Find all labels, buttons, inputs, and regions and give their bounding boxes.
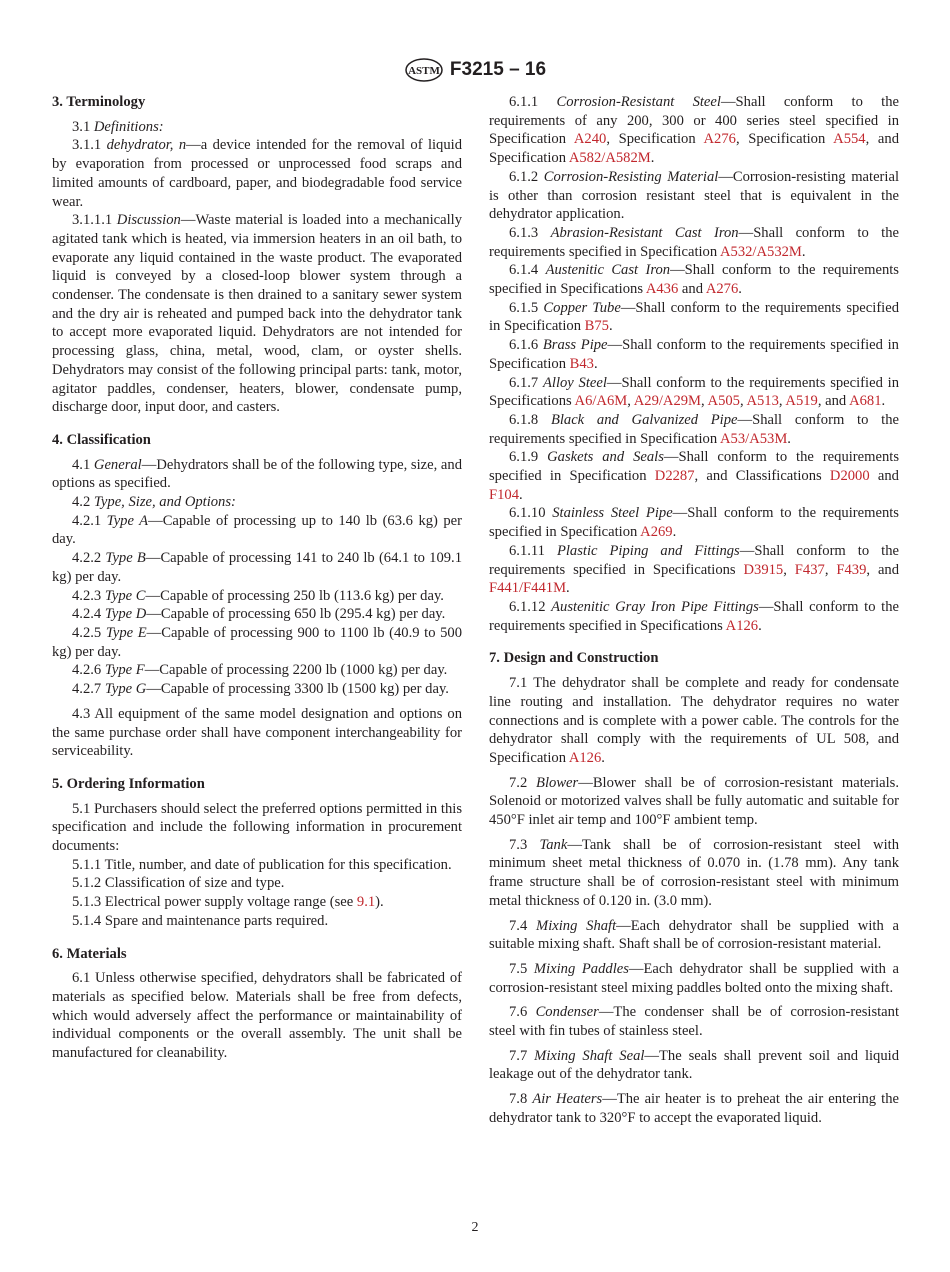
paragraph <box>489 674 899 768</box>
right-column <box>489 93 899 1142</box>
section-heading: 4. Classification <box>52 431 151 448</box>
reference-link[interactable]: A554 <box>833 131 866 148</box>
paragraph <box>52 893 462 912</box>
text-run: 4.3 All equipment of the same model designation and options on the same purchase order shall have component interchangeability for serviceability. <box>52 705 462 760</box>
text-run: , <box>824 561 837 578</box>
text-run: —Shall conform to the requirements of any 200, 300 or 400 series steel specified in Specification <box>489 94 899 148</box>
reference-link[interactable]: D2000 <box>829 468 870 485</box>
defined-term: dehydrator, n <box>106 137 187 154</box>
paragraph <box>52 969 462 1063</box>
paragraph <box>52 874 462 893</box>
defined-term: Condenser <box>535 1004 599 1021</box>
text-run: 3.1.1.1 <box>72 212 117 229</box>
paragraph <box>52 680 462 699</box>
defined-term: Mixing Shaft <box>536 917 617 934</box>
section <box>52 93 462 417</box>
text-run: 6.1.4 <box>509 262 546 279</box>
paragraph <box>489 299 899 336</box>
paragraph-group <box>489 93 899 635</box>
reference-link[interactable]: A6/A6M <box>574 393 628 410</box>
text-run: —Shall conform to the requirements specified in Specification <box>489 449 899 485</box>
paragraph <box>489 960 899 997</box>
paragraph-group <box>489 674 899 768</box>
text-run: —a device intended for the removal of liquid by evaporation from processed or unprocessed food scraps and limited amounts of cardboard, paper, and biodegradable food service wear. <box>52 137 462 210</box>
text-run: 4.1 <box>72 456 94 473</box>
text-run: , and Specification <box>489 131 899 167</box>
reference-link[interactable]: D2287 <box>654 468 695 485</box>
text-run: —Shall conform to the requirements specified in Specifications <box>489 542 899 578</box>
paragraph <box>52 136 462 211</box>
text-run: . <box>738 281 742 298</box>
paragraph <box>489 917 899 954</box>
text-run: 6.1.10 <box>509 505 553 522</box>
defined-term: Corrosion-Resisting Material <box>543 168 719 185</box>
reference-link[interactable]: F104 <box>489 486 520 503</box>
text-run: 6.1.8 <box>509 411 551 428</box>
text-run: —Shall conform to the requirements specified in Specification <box>489 411 899 447</box>
reference-link[interactable]: F437 <box>794 561 825 578</box>
text-run: . <box>519 486 523 503</box>
reference-link[interactable]: A519 <box>785 393 818 410</box>
text-run: —Shall conform to the requirements specified in Specification <box>489 505 899 541</box>
defined-term: Copper Tube <box>543 299 621 316</box>
reference-link[interactable]: A582/A582M <box>568 150 651 167</box>
text-run: . <box>650 150 655 167</box>
svg-text:ASTM: ASTM <box>408 65 440 77</box>
paragraph <box>489 1003 899 1040</box>
reference-link[interactable]: A681 <box>849 393 882 410</box>
paragraph-group <box>489 774 899 830</box>
paragraph <box>52 605 462 624</box>
text-run: 4.2.5 <box>72 624 106 641</box>
section-heading: 3. Terminology <box>52 94 146 110</box>
paragraph-group <box>489 836 899 911</box>
paragraph <box>489 374 899 411</box>
paragraph-group <box>489 1047 899 1084</box>
paragraph <box>489 448 899 504</box>
section <box>52 775 462 931</box>
page-header <box>0 57 950 83</box>
section-heading: 6. Materials <box>52 945 127 962</box>
paragraph <box>52 587 462 606</box>
paragraph <box>489 224 899 261</box>
text-run: 4.2.4 <box>72 606 105 623</box>
paragraph-group <box>52 118 462 417</box>
defined-term: Tank <box>539 836 568 853</box>
left-column <box>52 93 462 1077</box>
text-run: , and <box>817 393 850 410</box>
paragraph <box>489 411 899 448</box>
defined-term: Corrosion-Resistant Steel <box>556 94 721 110</box>
defined-term: Type D <box>104 606 147 623</box>
text-run: —Tank shall be of corrosion-resistant steel with minimum sheet metal thickness of 0.070 in. (1.78 mm). Any tank frame structure shall be of corrosion-resistant steel with minimum metal thickness of 0.120 in. (3.0 mm). <box>489 836 900 909</box>
astm-logo-icon <box>404 57 444 83</box>
paragraph <box>52 456 462 493</box>
paragraph-group <box>52 456 462 699</box>
paragraph <box>52 624 462 661</box>
paragraph-group <box>489 960 899 997</box>
text-run: . <box>672 524 677 541</box>
text-run: —The air heater is to preheat the air entering the dehydrator tank to 320°F to accept the evaporated liquid. <box>489 1091 899 1126</box>
text-run: 7.8 <box>509 1091 533 1108</box>
defined-term: Air Heaters <box>532 1091 603 1108</box>
text-run: 3.1 <box>72 118 94 135</box>
text-run: 4.2.7 <box>72 681 105 698</box>
text-run: —Waste material is loaded into a mechanically agitated tank which is heated, via immersion heaters in an oil bath, to evaporate any liquid contained in the waste product. The evaporated liquid is conveyed by a closed-loop blower system through a condenser. The condensate is then drained to a sanitary sewer system and the dry air is reheated and pumped back into the dehydrator tank to accept more evaporated liquid. Dehydrators are not intended for processing glass, china, metal, wood, clam, or oyster shells. Dehydrators may consist of the following principal parts: tank, motor, agitator paddles, condenser, heaters, blower, condensate pump, discharge door, input door, and casters. <box>52 212 462 416</box>
text-run: 4.2.2 <box>72 550 106 567</box>
paragraph <box>52 661 462 680</box>
text-run: . <box>787 430 791 447</box>
section <box>489 649 899 1127</box>
paragraph <box>489 261 899 298</box>
text-run: 6.1.3 <box>509 224 551 241</box>
text-run: —Blower shall be of corrosion-resistant materials. Solenoid or motorized valves shall be fully automatic and suitable for 450°F inlet air temp and 100°F ambient temp. <box>489 774 899 829</box>
text-run: 6.1.7 <box>509 374 543 391</box>
text-run: . <box>881 393 886 410</box>
defined-term: Mixing Paddles <box>533 960 629 977</box>
text-run: 6.1.5 <box>509 299 544 316</box>
defined-term: Type E <box>105 624 147 641</box>
section <box>52 431 462 761</box>
text-run: —The condenser shall be of corrosion-resistant steel with fin tubes of stainless steel. <box>489 1004 900 1040</box>
text-run: —Dehydrators shall be of the following type, size, and options as specified. <box>52 456 463 492</box>
reference-link[interactable]: B75 <box>584 318 609 335</box>
defined-term: Type B <box>105 550 146 567</box>
text-run: . <box>593 355 598 372</box>
paragraph <box>489 542 899 598</box>
text-run: 7.3 <box>509 836 540 853</box>
reference-link[interactable]: A240 <box>573 131 607 148</box>
reference-link[interactable]: A276 <box>703 131 736 148</box>
paragraph <box>489 168 899 224</box>
defined-term: Type F <box>104 662 145 679</box>
paragraph <box>489 93 899 168</box>
text-run: . <box>566 580 570 597</box>
text-run: 4.2.3 <box>72 587 105 604</box>
text-run: , <box>739 393 747 410</box>
defined-term: Blower <box>536 774 579 791</box>
text-run: , and <box>866 561 900 578</box>
reference-link[interactable]: A126 <box>725 617 759 634</box>
text-run: 4.2.1 <box>72 512 107 529</box>
text-run: 5.1.4 Spare and maintenance parts required. <box>72 912 329 929</box>
paragraph <box>52 211 462 417</box>
section <box>489 93 899 635</box>
defined-term: Type C <box>104 587 146 604</box>
reference-link[interactable]: D3915 <box>743 561 784 578</box>
defined-term: Type, Size, and Options: <box>93 494 236 511</box>
text-run: 6.1 Unless otherwise specified, dehydrators shall be fabricated of materials as specified below. Materials shall be free from defects, which would adversely affect the performance or maintainability of individual components or the overall assembly. The unit shall be manufactured for cleanability. <box>52 970 462 1062</box>
paragraph-group <box>52 969 462 1063</box>
text-run: —Corrosion-resisting material is other than corrosion resistant steel that is equivalent in the dehydrator application. <box>489 168 899 223</box>
defined-term: Type G <box>104 681 147 698</box>
reference-link[interactable]: A532/A532M <box>720 243 802 260</box>
paragraph <box>489 836 899 911</box>
text-run: —Capable of processing 141 to 240 lb (64.1 to 109.1 kg) per day. <box>52 550 462 585</box>
section <box>52 945 462 1063</box>
defined-term: Plastic Piping and Fittings <box>556 542 740 559</box>
defined-term: Gaskets and Seals <box>547 449 664 466</box>
reference-link[interactable]: F441/F441M <box>489 580 567 597</box>
text-run: , <box>778 393 786 410</box>
reference-link[interactable]: A513 <box>746 393 779 410</box>
defined-term: Austenitic Cast Iron <box>545 262 671 279</box>
section-heading: 5. Ordering Information <box>52 775 205 792</box>
text-run: —Shall conform to the requirements specified in Specifications <box>489 262 899 298</box>
text-run: 5.1.3 Electrical power supply voltage range (see <box>72 894 357 911</box>
text-run: . <box>601 749 605 766</box>
text-run: 6.1.12 <box>509 598 552 615</box>
text-run: . <box>801 243 806 260</box>
text-run: 5.1 Purchasers should select the preferred options permitted in this specification and include the following information in procurement documents: <box>52 800 462 855</box>
text-run: —Shall conform to the requirements specified in Specification <box>489 299 900 335</box>
defined-term: Abrasion-Resistant Cast Iron <box>550 224 739 241</box>
text-run: 6.1.11 <box>509 542 557 559</box>
paragraph <box>489 504 899 541</box>
text-run: , and Classifications <box>694 468 830 485</box>
paragraph <box>52 705 462 761</box>
text-run: 3.1.1 <box>72 137 107 154</box>
text-run: 7.7 <box>509 1047 535 1064</box>
defined-term: Stainless Steel Pipe <box>552 505 673 522</box>
paragraph <box>52 493 462 512</box>
paragraph-group <box>489 917 899 954</box>
reference-link[interactable]: A53/A53M <box>720 430 788 447</box>
reference-link[interactable]: A276 <box>705 281 739 298</box>
reference-link[interactable]: 9.1 <box>356 894 376 911</box>
text-run: —Capable of processing 3300 lb (1500 kg) per day. <box>146 681 449 698</box>
defined-term: Mixing Shaft Seal <box>534 1047 645 1064</box>
text-run: 7.6 <box>509 1004 536 1021</box>
text-run: , Specification <box>606 131 704 148</box>
text-run: , <box>783 561 795 578</box>
paragraph <box>489 774 899 830</box>
text-run: —Capable of processing 900 to 1100 lb (40.9 to 500 kg) per day. <box>52 624 462 660</box>
paragraph <box>52 912 462 931</box>
text-run: and <box>678 281 706 298</box>
text-run: —Shall conform to the requirements specified in Specification <box>489 337 899 372</box>
text-run: —Shall conform to the requirements specified in Specification <box>489 224 899 260</box>
reference-link[interactable]: A505 <box>707 393 740 410</box>
paragraph <box>52 118 462 137</box>
text-run: 4.2.6 <box>72 662 105 679</box>
paragraph <box>489 336 899 373</box>
paragraph <box>52 800 462 856</box>
text-run: —Each dehydrator shall be supplied with a corrosion-resistant steel mixing paddles bolted onto the mixing shaft. <box>489 960 900 996</box>
text-run: —Capable of processing 2200 lb (1000 kg) per day. <box>144 662 448 679</box>
text-run: —Each dehydrator shall be supplied with a suitable mixing shaft. Shaft shall be of corrosion-resistant material. <box>489 917 900 953</box>
section-heading: 7. Design and Construction <box>489 650 659 667</box>
text-run: . <box>758 617 762 634</box>
text-run: , <box>701 393 708 410</box>
reference-link[interactable]: B43 <box>569 355 594 372</box>
defined-term: Austenitic Gray Iron Pipe Fittings <box>551 598 759 615</box>
text-run: —Capable of processing 650 lb (295.4 kg) per day. <box>146 606 446 623</box>
text-run: 7.1 The dehydrator shall be complete and ready for condensate line routing and installation. The dehydrator requires no water connections and is complete with a power cable. The controls for the dehydrator shall comply with the requirements of UL 508, and Specification <box>489 675 899 766</box>
reference-link[interactable]: A29/A29M <box>633 393 702 410</box>
text-run: —Capable of processing up to 140 lb (63.6 kg) per day. <box>52 512 462 548</box>
text-run: —Shall conform to the requirements specified in Specifications <box>489 374 899 410</box>
page-number: 2 <box>471 1220 479 1235</box>
defined-term: General <box>93 456 142 473</box>
text-run: 4.2 <box>72 494 94 511</box>
text-run: 5.1.1 Title, number, and date of publication for this specification. <box>72 856 452 873</box>
reference-link[interactable]: A436 <box>645 281 679 298</box>
defined-term: Type A <box>106 512 149 529</box>
text-run: . <box>608 318 613 335</box>
paragraph <box>489 1047 899 1084</box>
paragraph-group <box>52 705 462 761</box>
defined-term: Black and Galvanized Pipe <box>550 411 738 428</box>
defined-term: Discussion <box>116 212 181 229</box>
paragraph <box>52 549 462 586</box>
paragraph-group <box>489 1003 899 1040</box>
defined-term: Definitions: <box>93 118 164 135</box>
text-run: 7.2 <box>509 774 537 791</box>
paragraph <box>489 1090 899 1127</box>
text-run: 5.1.2 Classification of size and type. <box>72 875 285 892</box>
text-run: 6.1.9 <box>509 449 548 466</box>
text-run: ). <box>375 894 384 911</box>
text-run: 7.4 <box>509 917 537 934</box>
paragraph-group <box>489 1090 899 1127</box>
text-run: 6.1.1 <box>509 94 557 110</box>
document-id: F3215 – 16 <box>449 59 547 80</box>
defined-term: Brass Pipe <box>542 337 608 354</box>
text-run: and <box>869 468 899 485</box>
paragraph <box>489 598 899 635</box>
text-run: —Shall conform to the requirements specified in Specifications <box>489 598 899 634</box>
text-run: , <box>627 393 634 410</box>
reference-link[interactable]: A126 <box>568 749 602 766</box>
paragraph <box>52 856 462 875</box>
text-run: 7.5 <box>509 960 534 977</box>
text-run: —The seals shall prevent soil and liquid leakage out of the dehydrator tank. <box>489 1047 900 1083</box>
paragraph <box>52 512 462 549</box>
reference-link[interactable]: A269 <box>640 524 673 541</box>
defined-term: Alloy Steel <box>542 374 607 391</box>
paragraph-group <box>52 800 462 931</box>
text-run: 6.1.2 <box>509 168 544 185</box>
text-run: —Capable of processing 250 lb (113.6 kg) per day. <box>145 587 444 604</box>
text-run: , Specification <box>735 131 834 148</box>
text-run: 6.1.6 <box>509 337 543 354</box>
reference-link[interactable]: F439 <box>836 561 867 578</box>
